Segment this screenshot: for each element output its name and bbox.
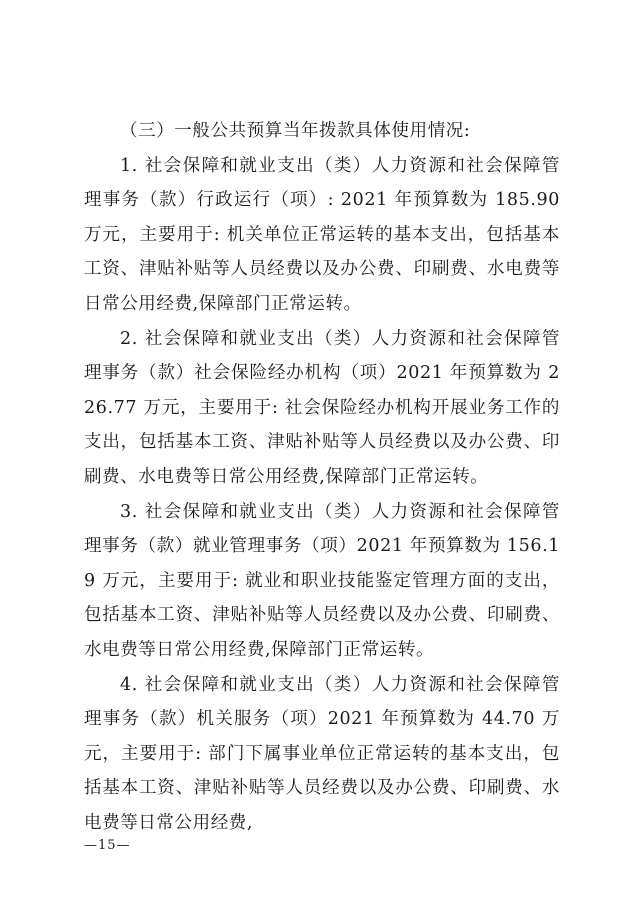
section-heading: （三）一般公共预算当年拨款具体使用情况:	[120, 121, 471, 141]
paragraph-3: 3. 社会保障和就业支出（类）人力资源和社会保障管理事务（款）就业管理事务（项）2021 年预算数为 156.19 万元，主要用于: 就业和职业技能鉴定管理方面的支出，包括基本工资、津贴补贴等人员经费以及办公费、印刷费、水电费等日常公用经费,保障部门正常运转。	[84, 501, 560, 660]
paragraph-2: 2. 社会保障和就业支出（类）人力资源和社会保障管理事务（款）社会保险经办机构（项）2021 年预算数为 226.77 万元，主要用于: 社会保险经办机构开展业务工作的支出，包括基本工资、津贴补贴等人员经费以及办公费、印刷费、水电费等日常公用经费,保障部门正常运转。	[84, 328, 560, 487]
paragraph-1: 1. 社会保障和就业支出（类）人力资源和社会保障管理事务（款）行政运行（项）: 2021 年预算数为 185.90 万元，主要用于: 机关单位正常运转的基本支出，包括基本工资、津贴补贴等人员经费以及办公费、印刷费、水电费等日常公用经费,保障部门正常运转。	[84, 155, 560, 314]
paragraph-4: 4. 社会保障和就业支出（类）人力资源和社会保障管理事务（款）机关服务（项）2021 年预算数为 44.70 万元，主要用于: 部门下属事业单位正常运转的基本支出，包括基本工资、津贴补贴等人员经费以及办公费、印刷费、水电费等日常公用经费,	[84, 674, 560, 833]
document-body	[84, 114, 560, 840]
page-number: —15—	[84, 838, 131, 853]
